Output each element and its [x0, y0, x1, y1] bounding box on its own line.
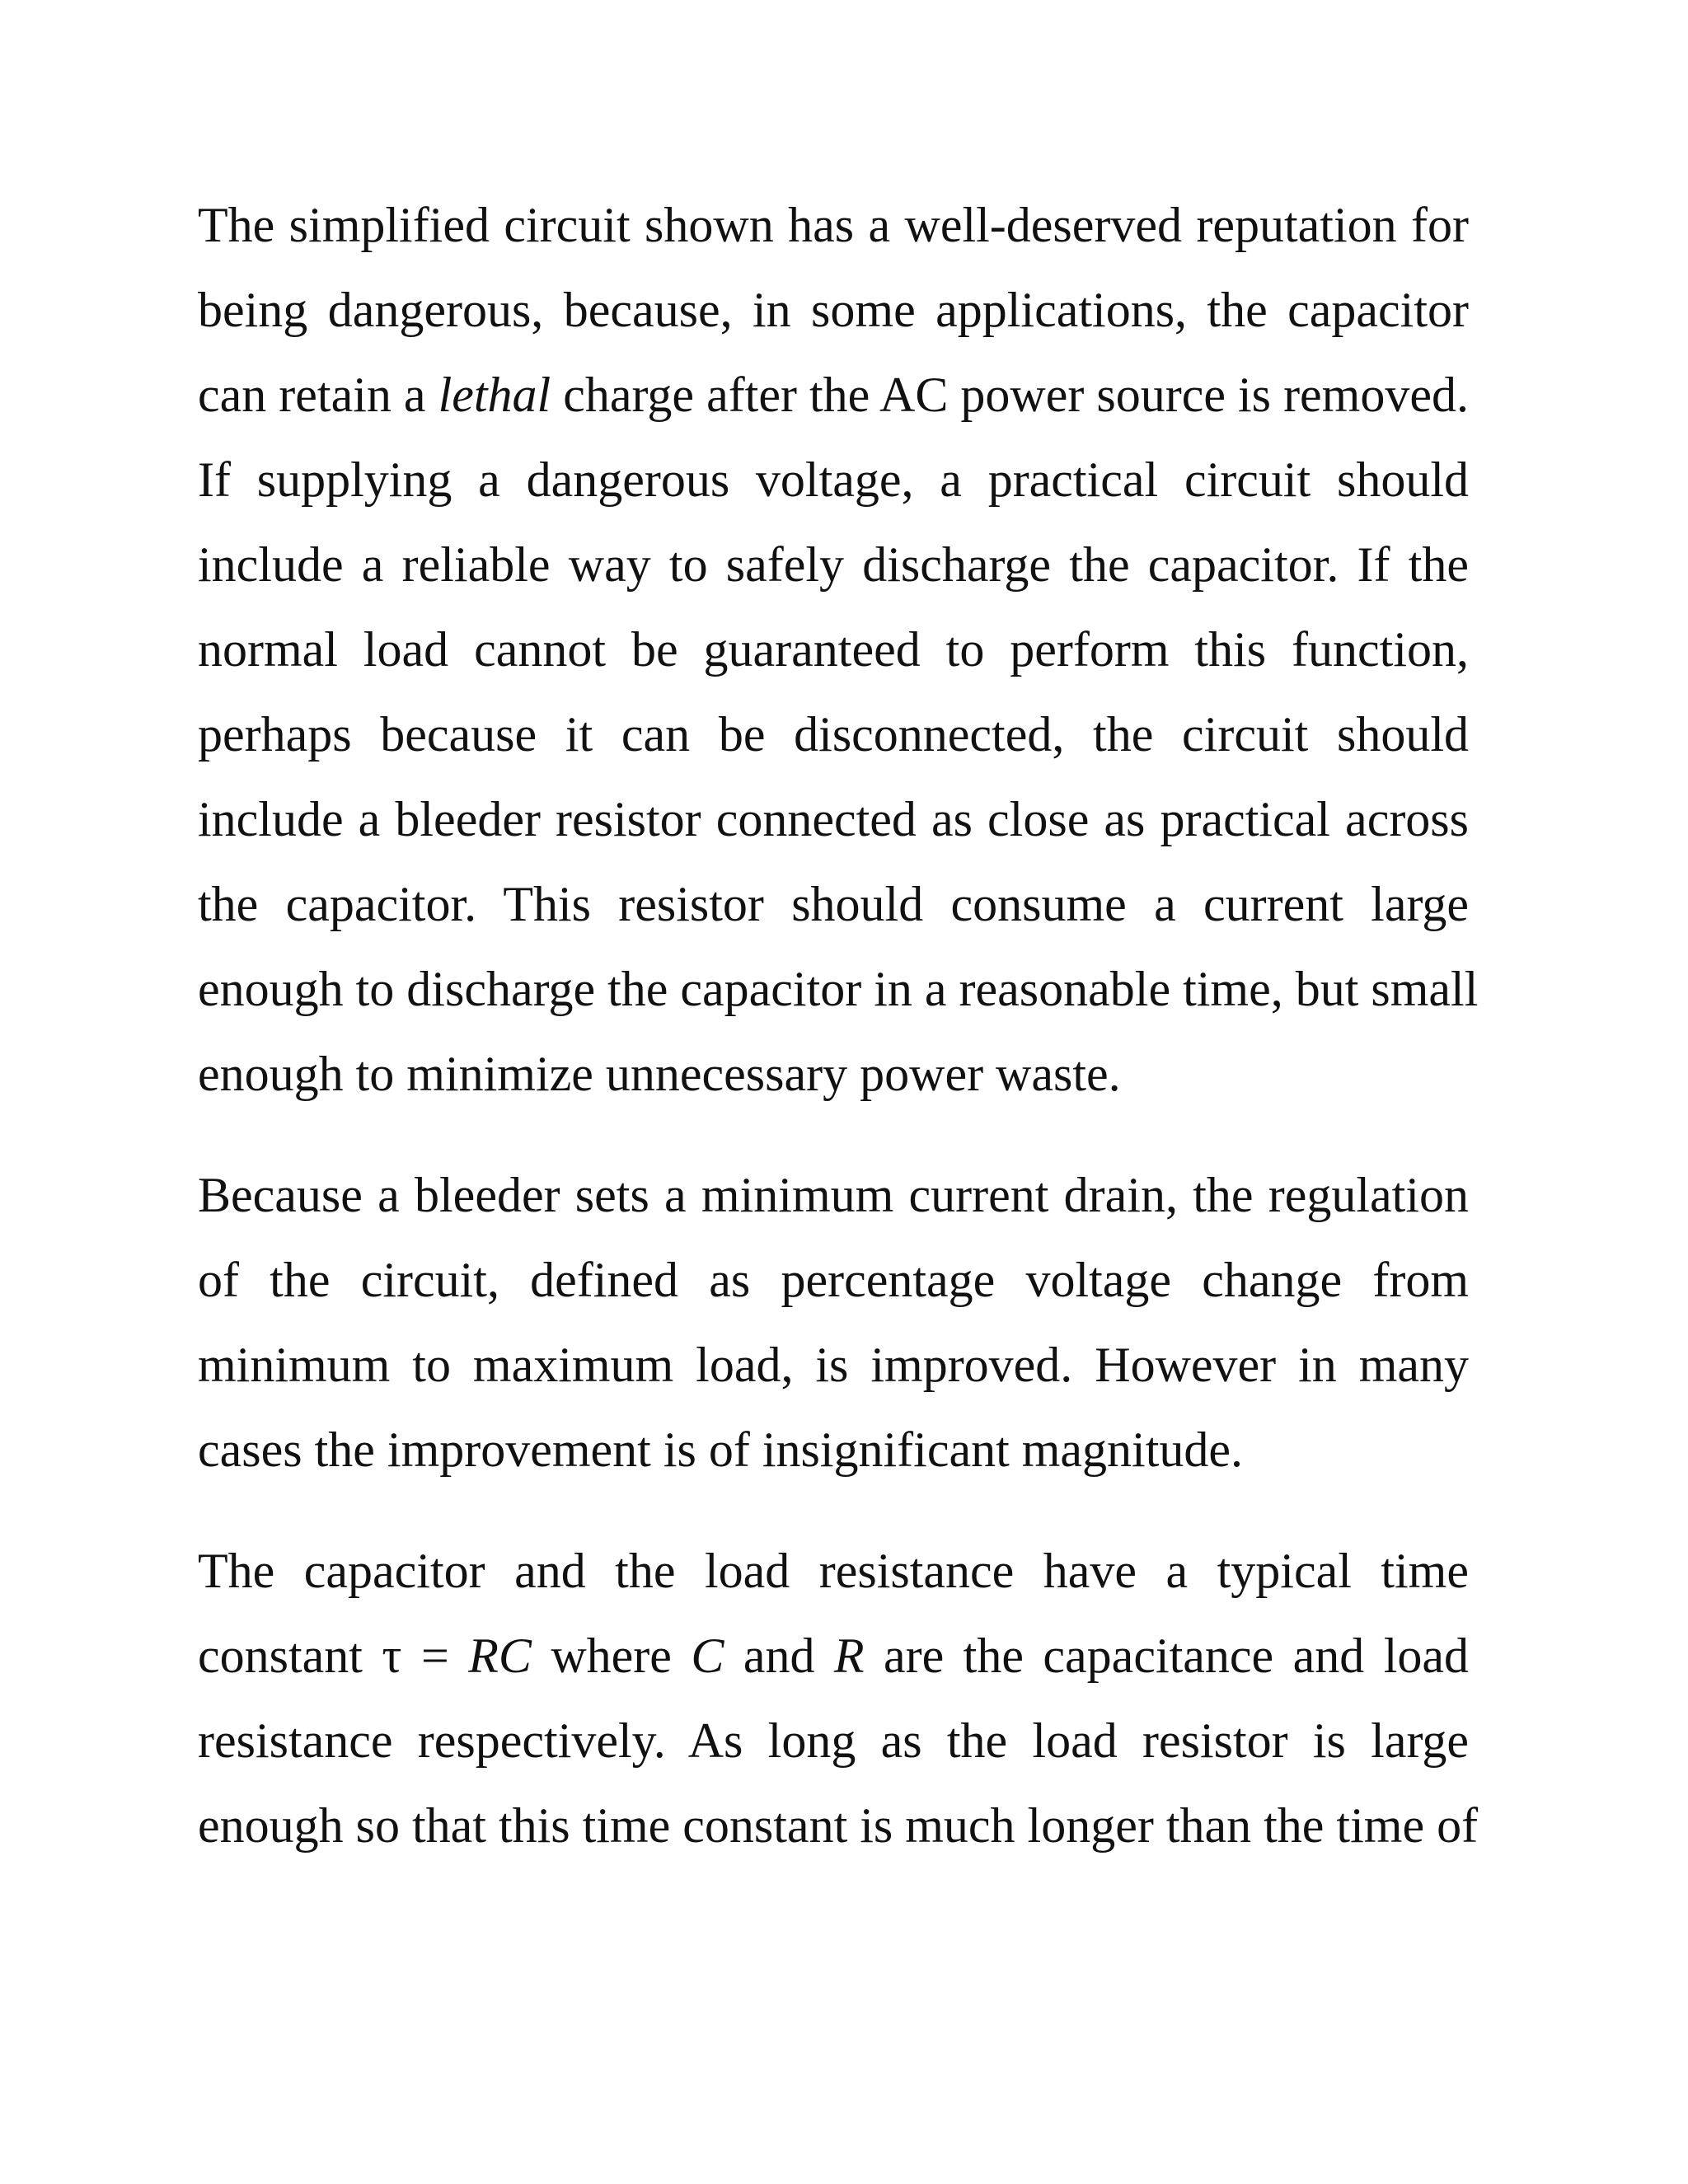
text-line: enough to minimize unnecessary power waste. [198, 1047, 1121, 1101]
text-line: perhaps because it can be disconnected, the circuit should [198, 707, 1469, 762]
text-line: If supplying a dangerous voltage, a practical circuit should [198, 452, 1469, 507]
text-line: minimum to maximum load, is improved. However in many [198, 1338, 1469, 1392]
italic-text: lethal [438, 368, 551, 422]
text-line: cases the improvement is of insignificant magnitude. [198, 1422, 1244, 1477]
italic-text: RC [468, 1629, 532, 1683]
italic-text: C [691, 1629, 724, 1683]
text-line: can retain a lethal charge after the AC power source is removed. [198, 368, 1469, 422]
text-line: The simplified circuit shown has a well-deserved reputation for [198, 198, 1469, 252]
body-text [198, 183, 1479, 1868]
text-line: constant τ = RC where C and R are the capacitance and load [198, 1629, 1469, 1683]
text-line: include a reliable way to safely discharge the capacitor. If the [198, 537, 1469, 592]
italic-text: R [833, 1629, 865, 1683]
text-line: enough so that this time constant is much longer than the time of [198, 1798, 1479, 1853]
text-line: The capacitor and the load resistance have a typical time [198, 1544, 1469, 1598]
text-line: Because a bleeder sets a minimum current drain, the regulation [198, 1168, 1469, 1222]
text-line: of the circuit, defined as percentage voltage change from [198, 1253, 1469, 1307]
text-line: enough to discharge the capacitor in a reasonable time, but small [198, 962, 1479, 1016]
text-line: normal load cannot be guaranteed to perform this function, [198, 622, 1469, 677]
paragraph-1 [198, 183, 1479, 1117]
paragraph-2 [198, 1153, 1469, 1493]
text-line: the capacitor. This resistor should consume a current large [198, 877, 1469, 931]
paragraph-3 [198, 1529, 1479, 1868]
text-line: resistance respectively. As long as the load resistor is large [198, 1713, 1469, 1768]
text-line: include a bleeder resistor connected as close as practical across [198, 792, 1469, 846]
text-line: being dangerous, because, in some applications, the capacitor [198, 283, 1469, 337]
